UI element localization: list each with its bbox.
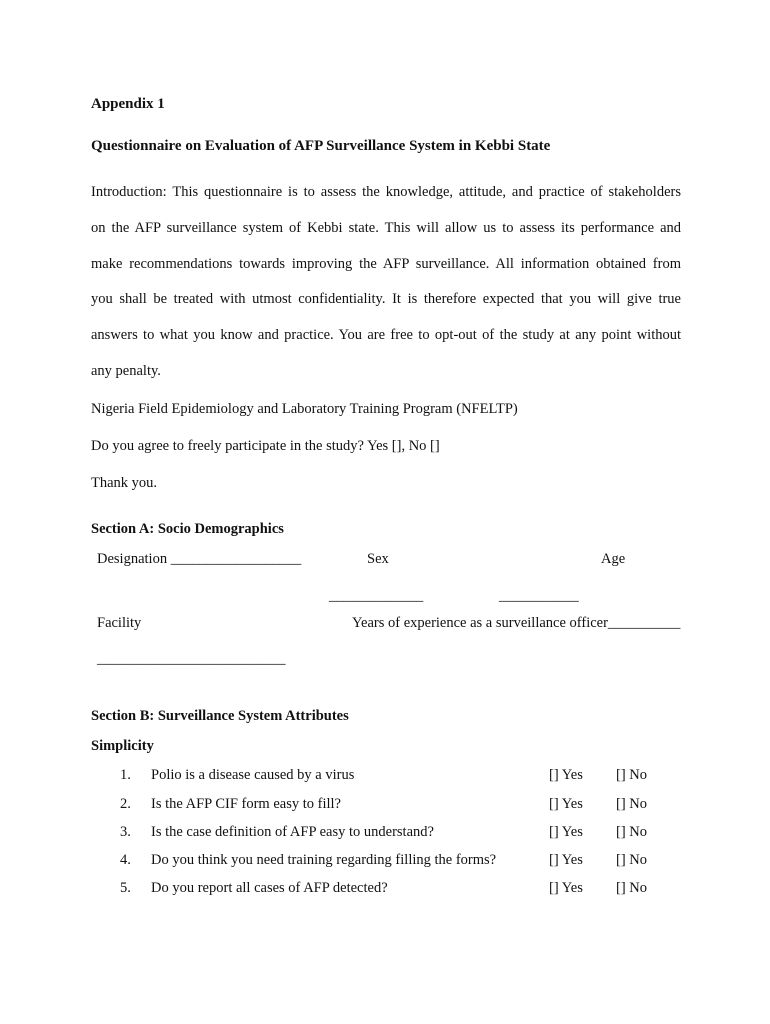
- section-a-heading: Section A: Socio Demographics: [91, 521, 284, 537]
- consent-question: Do you agree to freely participate in the study? Yes [], No []: [91, 438, 440, 454]
- facility-blank: __________________________: [97, 651, 286, 667]
- yes-option[interactable]: [] Yes: [549, 767, 583, 783]
- question-text: Is the case definition of AFP easy to understand?: [151, 824, 434, 840]
- no-option[interactable]: [] No: [616, 852, 648, 868]
- designation-field: Designation __________________: [97, 551, 302, 567]
- sex-blank: _____________: [329, 588, 424, 604]
- yes-option[interactable]: [] Yes: [549, 852, 583, 868]
- simplicity-subheading: Simplicity: [91, 738, 154, 754]
- document-title: Questionnaire on Evaluation of AFP Surveillance System in Kebbi State: [91, 138, 551, 154]
- introduction-paragraph: [91, 175, 681, 390]
- no-option[interactable]: [] No: [616, 880, 648, 896]
- question-text: Is the AFP CIF form easy to fill?: [151, 796, 341, 812]
- appendix-heading: Appendix 1: [91, 96, 165, 112]
- intro-line: make recommendations towards improving the AFP surveillance. All information obtained from: [91, 255, 681, 272]
- facility-label: Facility: [97, 615, 142, 631]
- yes-option[interactable]: [] Yes: [549, 824, 583, 840]
- sex-label: Sex: [367, 551, 389, 567]
- no-option[interactable]: [] No: [616, 767, 648, 783]
- intro-line: you shall be treated with utmost confidentiality. It is therefore expected that you will give true: [91, 291, 681, 308]
- age-label: Age: [601, 551, 626, 567]
- yes-option[interactable]: [] Yes: [549, 796, 583, 812]
- section-b-heading: Section B: Surveillance System Attributes: [91, 708, 349, 724]
- question-text: Do you report all cases of AFP detected?: [151, 880, 388, 896]
- no-option[interactable]: [] No: [616, 796, 648, 812]
- intro-line: Introduction: This questionnaire is to assess the knowledge, attitude, and practice of stakeholders: [91, 184, 681, 200]
- yes-option[interactable]: [] Yes: [549, 880, 583, 896]
- question-number: 4.: [120, 852, 131, 868]
- age-blank: ___________: [499, 588, 579, 604]
- question-number: 2.: [120, 796, 131, 812]
- no-option[interactable]: [] No: [616, 824, 648, 840]
- intro-line: on the AFP surveillance system of Kebbi state. This will allow us to assess its performance and: [91, 219, 681, 236]
- program-name: Nigeria Field Epidemiology and Laboratory Training Program (NFELTP): [91, 401, 518, 417]
- thanks-text: Thank you.: [91, 475, 158, 491]
- question-text: Do you think you need training regarding filling the forms?: [151, 852, 497, 868]
- question-number: 3.: [120, 824, 131, 840]
- intro-line: any penalty.: [91, 362, 161, 379]
- experience-field: Years of experience as a surveillance officer__________: [352, 615, 681, 631]
- question-text: Polio is a disease caused by a virus: [151, 767, 355, 783]
- question-number: 1.: [120, 767, 131, 783]
- intro-line: answers to what you know and practice. You are free to opt-out of the study at any point without: [91, 327, 681, 344]
- question-number: 5.: [120, 880, 131, 896]
